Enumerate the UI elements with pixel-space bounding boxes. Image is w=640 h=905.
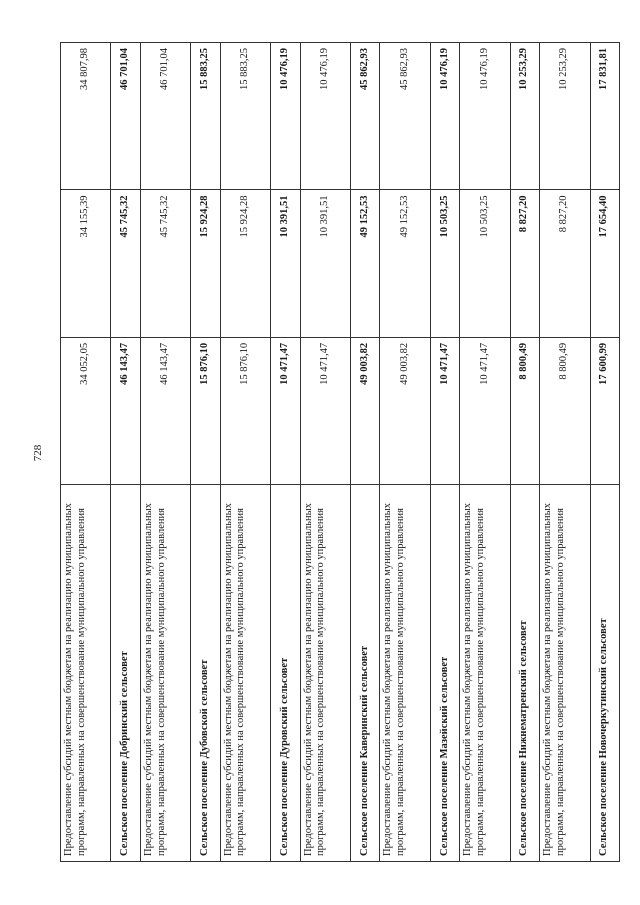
settlement-row — [430, 43, 459, 862]
value-cell-1: 10 471,47 — [460, 337, 510, 484]
row-name-cell: Сельское поселение Каверинский сельсовет — [351, 485, 380, 862]
page-number: 728 — [32, 444, 44, 462]
row-name-cell: Предоставление субсидий местным бюджетам на реализацию муниципальных программ, направленных на совершенствование муниципального управления — [540, 485, 590, 862]
subsidy-row — [140, 43, 190, 862]
subsidy-row — [300, 43, 350, 862]
settlement-row — [590, 43, 619, 862]
value-cell-1: 15 876,10 — [220, 337, 270, 484]
value-cell-3: 10 476,19 — [271, 43, 300, 190]
row-name-cell: Предоставление субсидий местным бюджетам на реализацию муниципальных программ, направленных на совершенствование муниципального управления — [300, 485, 350, 862]
value-cell-2: 10 391,51 — [300, 190, 350, 337]
subsidy-row — [220, 43, 270, 862]
row-name-cell: Сельское поселение Мазейский сельсовет — [430, 485, 459, 862]
row-name-cell: Сельское поселение Нижнематренский сельсовет — [510, 485, 539, 862]
value-cell-2: 45 745,32 — [140, 190, 190, 337]
rotated-table-container — [60, 42, 620, 862]
value-cell-3: 10 253,29 — [510, 43, 539, 190]
budget-table — [60, 42, 620, 862]
value-cell-2: 15 924,28 — [220, 190, 270, 337]
subsidy-row — [540, 43, 590, 862]
row-name-cell: Сельское поселение Дубовской сельсовет — [191, 485, 220, 862]
subsidy-row — [380, 43, 430, 862]
value-cell-1: 15 876,10 — [191, 337, 220, 484]
value-cell-1: 34 052,05 — [61, 337, 111, 484]
subsidy-row — [460, 43, 510, 862]
settlement-row — [510, 43, 539, 862]
value-cell-1: 10 471,47 — [430, 337, 459, 484]
value-cell-3: 46 701,04 — [111, 43, 140, 190]
value-cell-3: 10 476,19 — [430, 43, 459, 190]
value-cell-1: 46 143,47 — [111, 337, 140, 484]
settlement-row — [191, 43, 220, 862]
value-cell-3: 15 883,25 — [220, 43, 270, 190]
value-cell-3: 10 476,19 — [460, 43, 510, 190]
value-cell-3: 10 476,19 — [300, 43, 350, 190]
value-cell-3: 45 862,93 — [380, 43, 430, 190]
value-cell-2: 34 155,39 — [61, 190, 111, 337]
value-cell-3: 17 831,81 — [590, 43, 619, 190]
value-cell-2: 45 745,32 — [111, 190, 140, 337]
row-name-cell: Сельское поселение Новочеркутинский сельсовет — [590, 485, 619, 862]
row-name-cell: Предоставление субсидий местным бюджетам на реализацию муниципальных программ, направленных на совершенствование муниципального управления — [460, 485, 510, 862]
value-cell-3: 45 862,93 — [351, 43, 380, 190]
subsidy-row — [61, 43, 111, 862]
settlement-row — [351, 43, 380, 862]
value-cell-2: 49 152,53 — [380, 190, 430, 337]
value-cell-1: 10 471,47 — [300, 337, 350, 484]
row-name-cell: Предоставление субсидий местным бюджетам на реализацию муниципальных программ, направленных на совершенствование муниципального управления — [220, 485, 270, 862]
row-name-cell: Сельское поселение Дуровский сельсовет — [271, 485, 300, 862]
settlement-row — [111, 43, 140, 862]
row-name-cell: Предоставление субсидий местным бюджетам на реализацию муниципальных программ, направленных на совершенствование муниципального управления — [380, 485, 430, 862]
value-cell-2: 15 924,28 — [191, 190, 220, 337]
value-cell-2: 8 827,20 — [540, 190, 590, 337]
value-cell-1: 49 003,82 — [380, 337, 430, 484]
value-cell-1: 49 003,82 — [351, 337, 380, 484]
value-cell-3: 15 883,25 — [191, 43, 220, 190]
value-cell-3: 46 701,04 — [140, 43, 190, 190]
budget-table-body — [61, 43, 620, 862]
value-cell-2: 10 503,25 — [460, 190, 510, 337]
value-cell-3: 10 253,29 — [540, 43, 590, 190]
row-name-cell: Сельское поселение Добринский сельсовет — [111, 485, 140, 862]
settlement-row — [271, 43, 300, 862]
value-cell-1: 17 600,99 — [590, 337, 619, 484]
value-cell-2: 49 152,53 — [351, 190, 380, 337]
row-name-cell: Предоставление субсидий местным бюджетам на реализацию муниципальных программ, направленных на совершенствование муниципального управления — [61, 485, 111, 862]
value-cell-3: 34 807,98 — [61, 43, 111, 190]
value-cell-2: 10 391,51 — [271, 190, 300, 337]
value-cell-1: 8 800,49 — [540, 337, 590, 484]
value-cell-2: 17 654,40 — [590, 190, 619, 337]
value-cell-2: 8 827,20 — [510, 190, 539, 337]
value-cell-2: 10 503,25 — [430, 190, 459, 337]
row-name-cell: Предоставление субсидий местным бюджетам на реализацию муниципальных программ, направленных на совершенствование муниципального управления — [140, 485, 190, 862]
value-cell-1: 46 143,47 — [140, 337, 190, 484]
value-cell-1: 8 800,49 — [510, 337, 539, 484]
value-cell-1: 10 471,47 — [271, 337, 300, 484]
